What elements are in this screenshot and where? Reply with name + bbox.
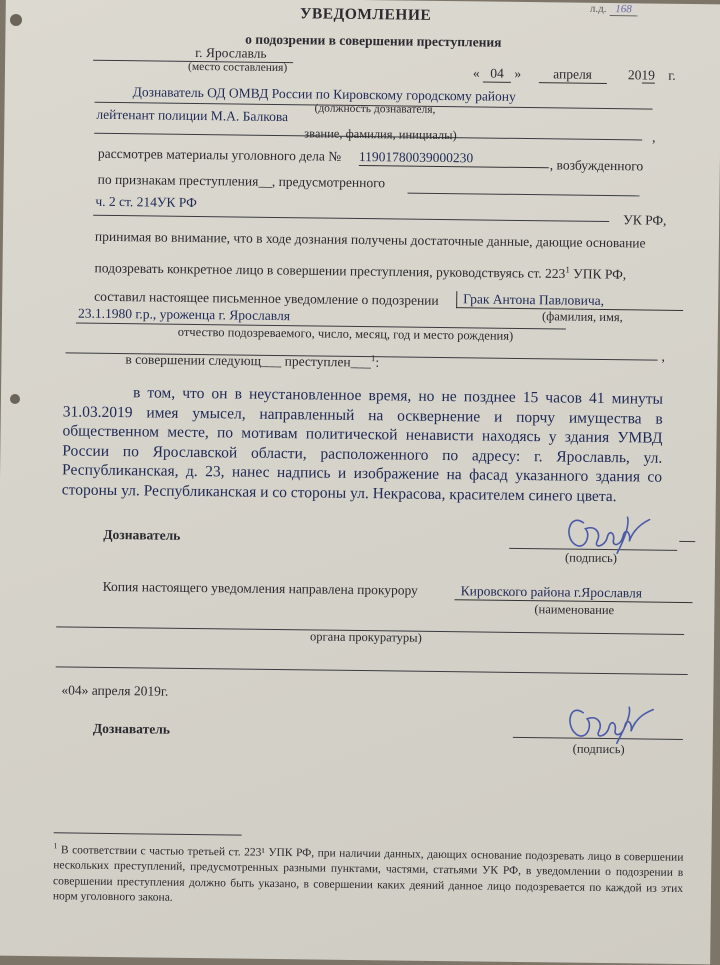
place-caption: (место составления): [187, 60, 288, 75]
notice-date: «04» апреля 2019г.: [61, 682, 169, 699]
sheet-label: л.д. 168: [590, 3, 638, 16]
date-day: 04: [483, 65, 511, 82]
sheet-number: 168: [609, 3, 638, 16]
footnote: $^1$ В соответствии с частью третьей ст. 223¹ УПК РФ, при наличии данных, дающих основание подозревать лицо в совершении нескольких преступлений, предусмотренных разными пунктами, частями, статьями УК РФ, в уведомлении о подозрении в совершении преступления должно быть указано, в совершении каких деяний данное лицо подозревается по каждой из этих норм уголовного закона.: [52, 841, 684, 905]
birth-caption: отчество подозреваемого, число, месяц, год и место рождения): [177, 324, 514, 343]
suspect-birth: 23.1.1980 г.р., уроженца г. Ярославля: [77, 305, 291, 324]
suspect-caption: (фамилия, имя,: [541, 309, 623, 325]
document-title: УВЕДОМЛЕНИЕ: [299, 5, 432, 24]
criminal-article: ч. 2 ст. 214УК РФ: [95, 193, 197, 211]
prosecutor-name: Кировского района г.Ярославля: [455, 583, 693, 603]
place-value: г. Ярославль: [195, 44, 267, 61]
signature1-caption: (подпись): [564, 550, 618, 566]
date-month: апреля: [538, 66, 606, 84]
punch-hole-middle: [10, 394, 20, 404]
uk-rf-label: УК РФ,: [623, 212, 667, 228]
officer-position-caption: (должность дознавателя,: [314, 102, 436, 116]
prosecutor-caption2: органа прокуратуры): [309, 629, 422, 645]
case-intro: рассмотрев материалы уголовного дела №: [97, 145, 342, 164]
signature1-role: Дознаватель: [103, 526, 181, 543]
case-number: 11901780039000230: [359, 149, 549, 168]
officer-rank-name: лейтенант полиции М.А. Балкова: [96, 106, 289, 125]
officer-position: Дознаватель ОД ОМВД России по Кировскому городскому району: [132, 84, 516, 104]
copy-sent-text: Копия настоящего уведомления направлена прокурору: [102, 578, 418, 598]
crime-line: в совершении следующ___ преступлен___$^1$:: [125, 351, 380, 370]
punch-hole-top: [10, 14, 22, 26]
legal-basis-line: подозревать конкретное лицо в совершении преступления, руководствуясь ст. $223^1$ УПК РФ,: [94, 260, 627, 282]
suspect-name: Грак Антона Павловича,: [456, 291, 683, 311]
accusation-text: в том, что он в неустановленное время, но не позднее 15 часов 41 минуты 31.03.2019 имея умысел, направленный на осквернение и порчу имущества в общественном месте, по мотивам политической ненависти находясь у здания УМВД России по Ярославской области, расположенного по адресу: г. Ярославль, ул. Республиканская, д. 23, нанес надпись и изображение на фасад указанного здания со стороны ул. Республиканская и со стороны ул. Некрасова, красителем синего цвета.: [61, 384, 664, 505]
document-subtitle: о подозрении в совершении преступления: [245, 31, 502, 50]
date-year: 19: [641, 67, 656, 83]
officer-rank-caption: звание, фамилия, инициалы): [304, 126, 457, 143]
grounds-line: принимая во внимание, что в ходе дознания получены достаточные данные, дающие основание: [94, 228, 646, 251]
signature2-role: Дознаватель: [92, 720, 171, 737]
date-field: « 04 » апреля 2019 г.: [472, 65, 676, 83]
document-page: л.д. 168 УВЕДОМЛЕНИЕ о подозрении в совершении преступления г. Ярославль (место составления) « 04 » апреля 2019 г. Дознаватель ОД ОМВД России по Кировскому городскому району (должность дознавателя, лейтенант полиции М.А. Балкова звание, фамилия, инициалы) , рассмотрев материалы уголовного дела № 11901780039000230 , возбужденного по признакам преступления__, предусмотренного ч. 2 ст. 214УК РФ УК РФ, принимая во внимание, что в ходе дознания получены достаточные данные, дающие основание подозревать конкретное лицо в совершении преступления, руководствуясь ст. $223^1$ УПК РФ, составил настоящее письменное уведомление о подозрении Грак Антона Павловича, (фамилия, имя, 23.1.1980 г.р., уроженца г. Ярославля отчество подозреваемого, число, месяц, год и место рождения) , в совершении следующ___ преступлен___$^1$: в том, что он в неустановленное время, но не позднее 15 часов 41 минуты 31.03.2019 имея умысел, направленный на осквернение и порчу имущества в общественном месте, по мотивам политической ненависти находясь у здания УМВД России по Ярославской области, расположенного по адресу: г. Ярославль, ул. Республиканская, д. 23, нанес надпись и изображение на фасад указанного здания со стороны ул. Республиканская и со стороны ул. Некрасова, красителем синего цвета. Дознаватель (подпись) Копия настоящего уведомления направлена прокурору Кировского района г.Ярославля (наименование органа прокуратуры) «04» апреля 2019г. Дознаватель (подпись) $^1$ В соответствии с частью третьей ст. 223¹ УПК РФ, при наличии данных, дающих основание подозревать лицо в совершении нескольких преступлений, предусмотренных разными пунктами, частями, статьями УК РФ, в уведомлении о подозрении в совершении преступления должно быть указано, в совершении каких деяний данное лицо подозревается по каждой из этих норм уголовного закона.: [0, 0, 720, 964]
prosecutor-caption1: (наименование: [534, 602, 615, 618]
signature2-caption: (подпись): [572, 741, 625, 757]
notice-line: составил настоящее письменное уведомление о подозрении: [94, 288, 439, 308]
crime-signs: по признакам преступления__, предусмотренного: [97, 171, 386, 191]
